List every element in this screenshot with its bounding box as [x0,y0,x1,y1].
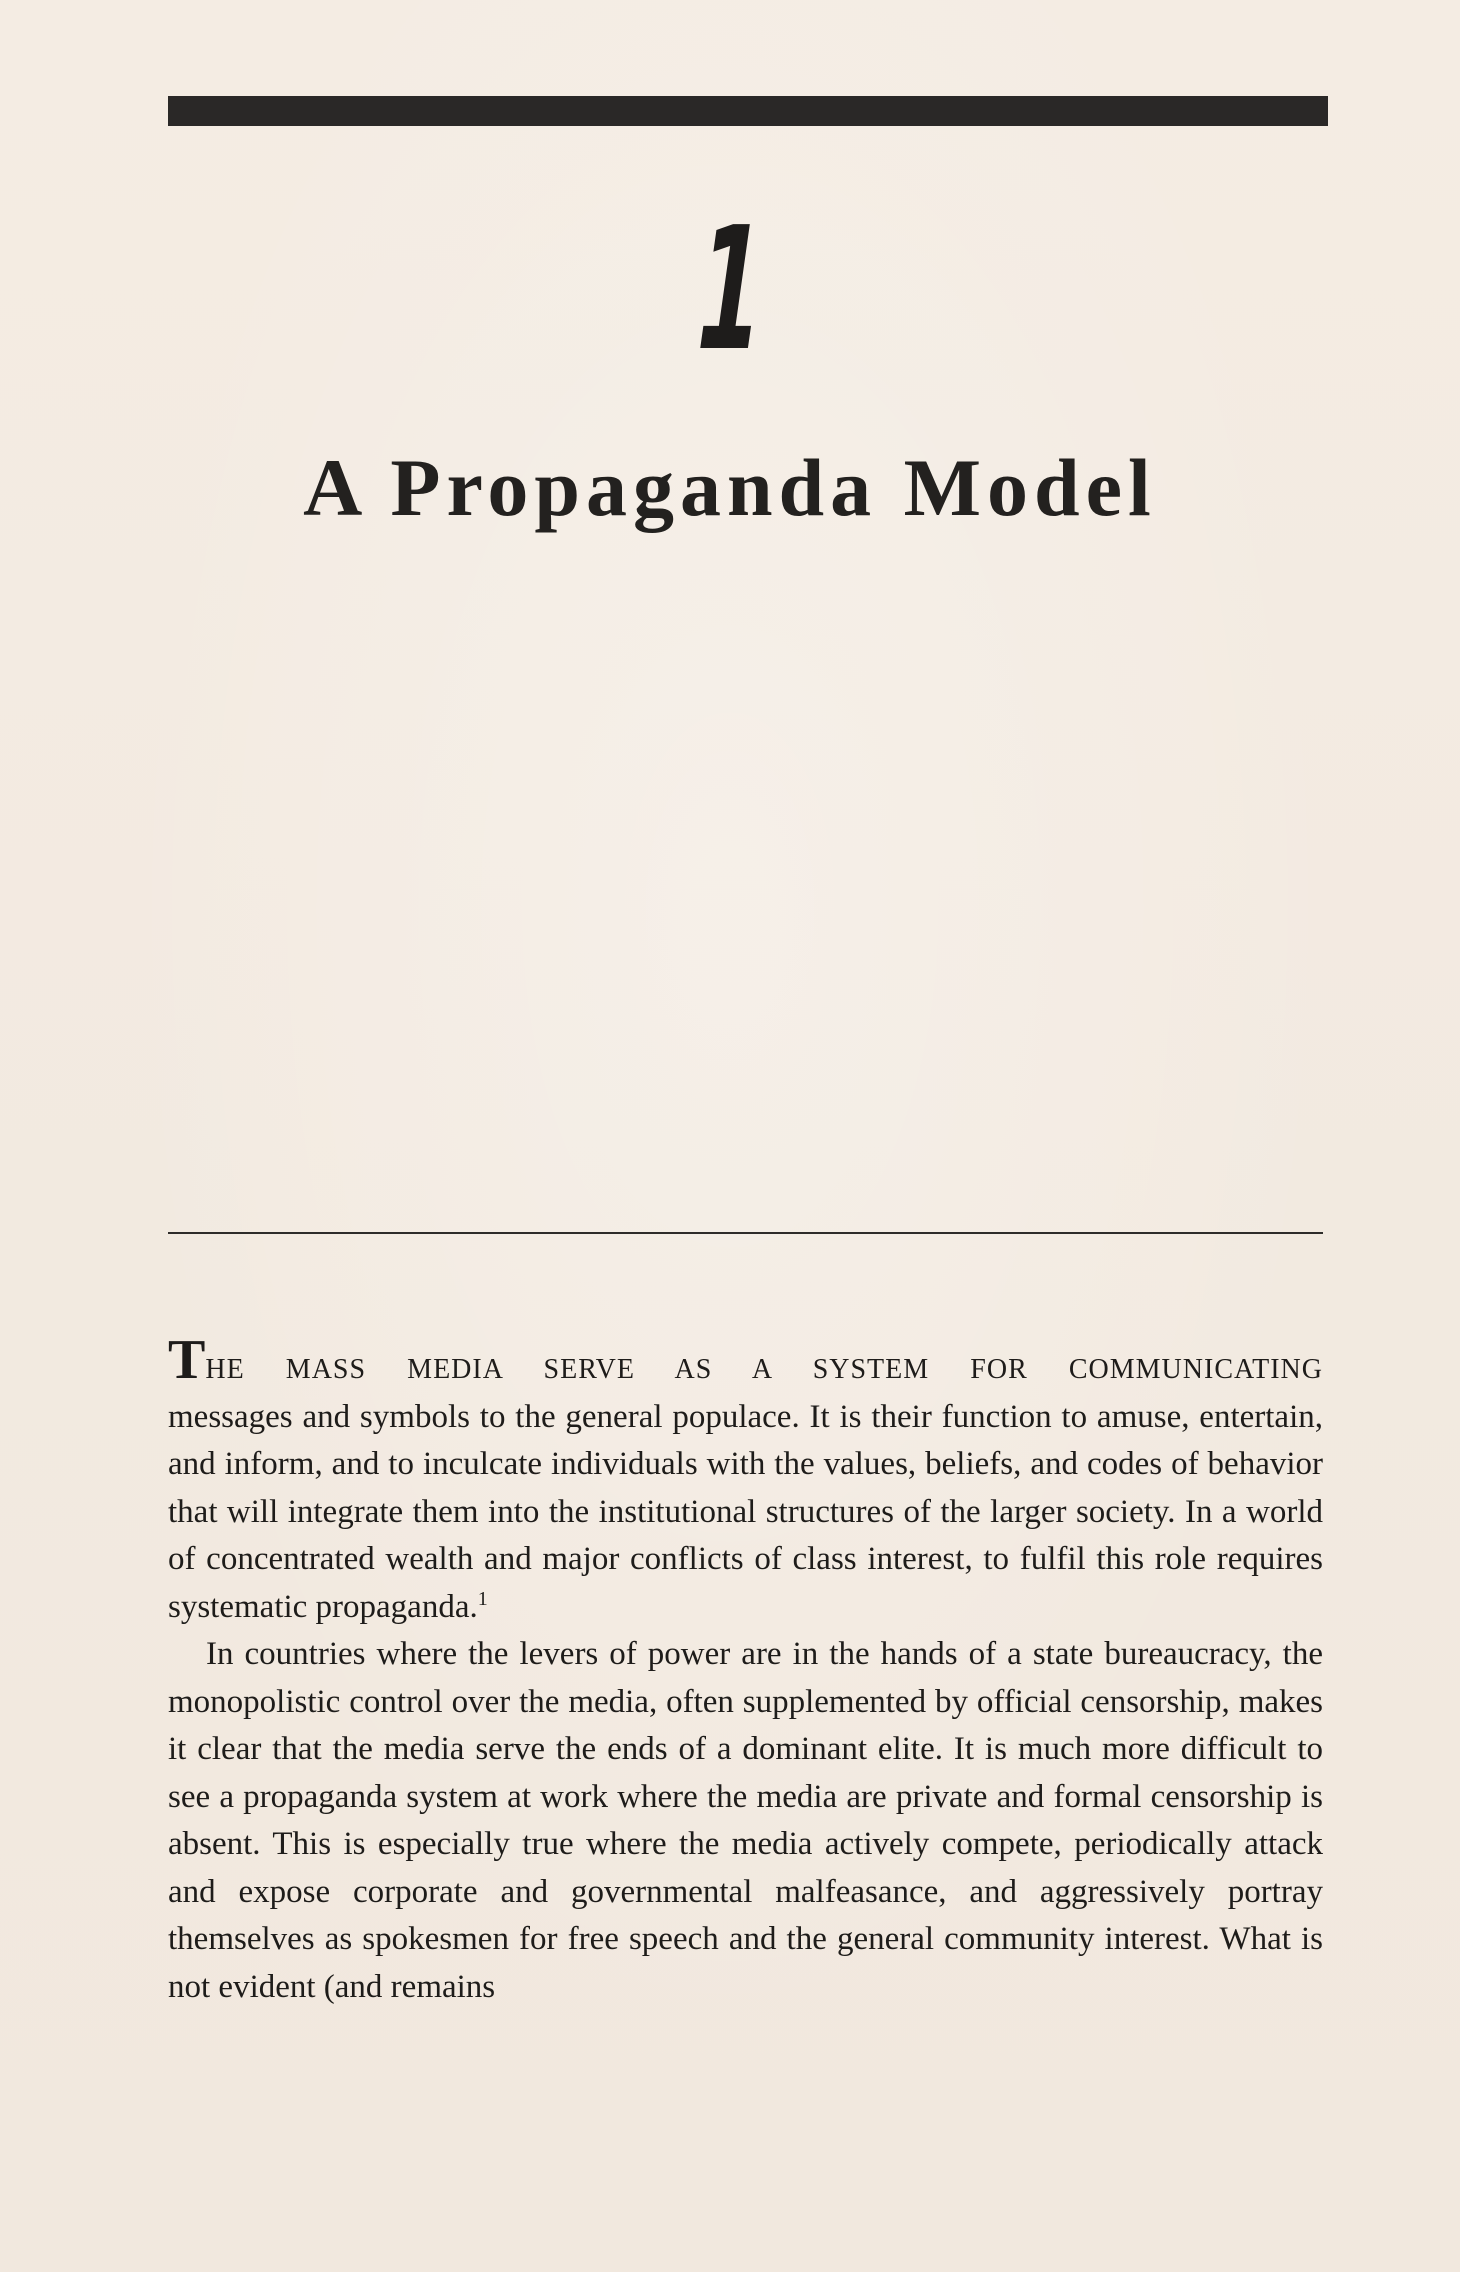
opening-smallcaps: HE MASS MEDIA SERVE AS A SYSTEM FOR COMMUNICATING [205,1354,1323,1385]
opening-line [168,1329,1323,1394]
paragraph-2: In countries where the levers of power are in the hands of a state bureaucracy, the monopolistic control over the media, often supplemented by official censorship, makes it clear that the media serve the ends of a dominant elite. It is much more difficult to see a propaganda system at work where the media are private and formal censorship is absent. This is especially true where the media actively compete, periodically attack and expose corporate and governmental malfeasance, and aggressively portray themselves as spokesmen for free speech and the general community interest. What is not evident (and remains [168,1636,1323,2005]
footnote-marker: 1 [477,1587,488,1610]
section-divider [168,1232,1323,1234]
chapter-title: A Propaganda Model [303,442,1157,533]
chapter-body [168,1329,1323,2011]
paragraph-1 [168,1329,1323,1631]
drop-cap: T [168,1329,206,1391]
chapter-number: 1 [683,191,777,389]
chapter-header-bar [168,96,1328,126]
paragraph-1-text: messages and symbols to the general populace. It is their function to amuse, entertain, and inform, and to inculcate individuals with the values, beliefs, and codes of behavior that will integrate them into the institutional structures of the larger society. In a world of concentrated wealth and major conflicts of class interest, to fulfil this role requires systematic propaganda. [168,1398,1323,1625]
